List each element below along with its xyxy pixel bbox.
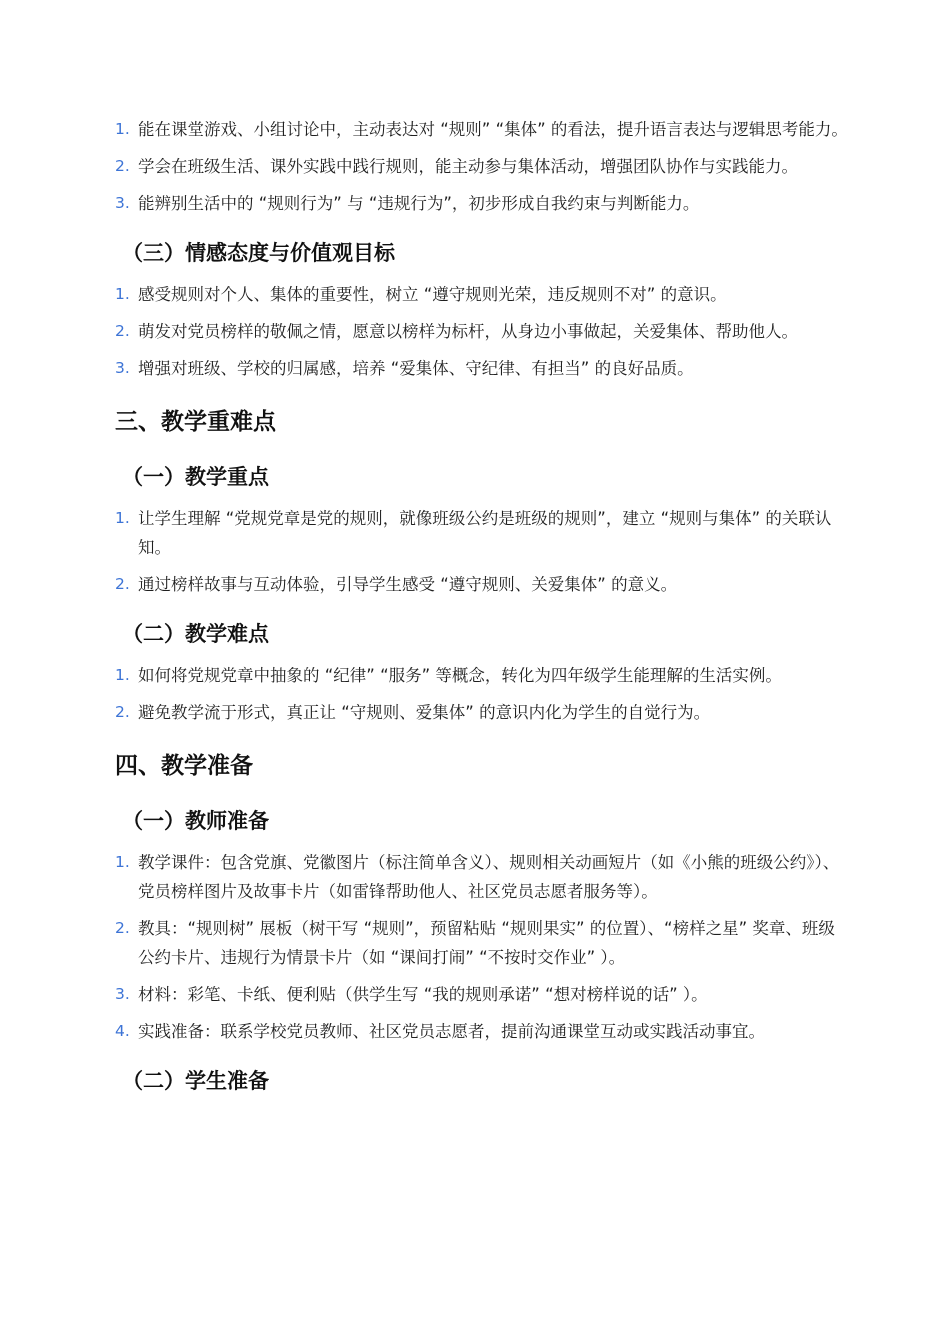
- list-number: 2.: [115, 157, 130, 175]
- list-text: 如何将党规党章中抽象的 “纪律” “服务” 等概念，转化为四年级学生能理解的生活实例。: [138, 666, 782, 685]
- teaching-difficulty-heading: （二）教学难点: [122, 622, 269, 646]
- list-item: [115, 354, 850, 383]
- list-number: 2.: [115, 919, 130, 937]
- list-text: 教学课件：包含党旗、党徽图片（标注简单含义）、规则相关动画短片（如《小熊的班级公约》）、党员榜样图片及故事卡片（如雷锋帮助他人、社区党员志愿者服务等）。: [138, 853, 840, 901]
- teaching-difficulty-list: [115, 661, 850, 727]
- list-item: [115, 152, 850, 181]
- teaching-focus-list: [115, 504, 850, 599]
- skills-objectives-list: [115, 115, 850, 218]
- preparation-heading: 四、教学准备: [115, 753, 253, 779]
- key-points-heading: 三、教学重难点: [115, 409, 276, 435]
- teacher-preparation-list: [115, 848, 850, 1046]
- list-number: 4.: [115, 1022, 130, 1040]
- teaching-focus-heading: （一）教学重点: [122, 465, 269, 489]
- list-item: [115, 698, 850, 727]
- list-number: 1.: [115, 666, 130, 684]
- list-text: 教具：“规则树” 展板（树干写 “规则”，预留粘贴 “规则果实” 的位置）、“榜样之星” 奖章、班级公约卡片、违规行为情景卡片（如 “课间打闹” “不按时交作业” ）。: [138, 919, 835, 967]
- list-number: 1.: [115, 120, 130, 138]
- list-number: 2.: [115, 575, 130, 593]
- list-number: 1.: [115, 853, 130, 871]
- list-item: [115, 570, 850, 599]
- list-number: 2.: [115, 703, 130, 721]
- emotion-objectives-heading: （三）情感态度与价值观目标: [122, 241, 395, 265]
- list-text: 避免教学流于形式，真正让 “守规则、爱集体” 的意识内化为学生的自觉行为。: [138, 703, 711, 722]
- list-item: [115, 189, 850, 218]
- list-text: 感受规则对个人、集体的重要性，树立 “遵守规则光荣，违反规则不对” 的意识。: [138, 285, 727, 304]
- list-item: [115, 1017, 850, 1046]
- list-text: 学会在班级生活、课外实践中践行规则，能主动参与集体活动，增强团队协作与实践能力。: [138, 157, 798, 176]
- list-item: [115, 980, 850, 1009]
- list-item: [115, 280, 850, 309]
- list-number: 1.: [115, 285, 130, 303]
- list-number: 3.: [115, 194, 130, 212]
- list-item: [115, 914, 850, 972]
- list-text: 萌发对党员榜样的敬佩之情，愿意以榜样为标杆，从身边小事做起，关爱集体、帮助他人。: [138, 322, 798, 341]
- list-number: 2.: [115, 322, 130, 340]
- list-text: 实践准备：联系学校党员教师、社区党员志愿者，提前沟通课堂互动或实践活动事宜。: [138, 1022, 765, 1041]
- list-item: [115, 504, 850, 562]
- list-item: [115, 848, 850, 906]
- list-item: [115, 317, 850, 346]
- list-text: 材料：彩笔、卡纸、便利贴（供学生写 “我的规则承诺” “想对榜样说的话” ）。: [138, 985, 708, 1004]
- list-text: 增强对班级、学校的归属感，培养 “爱集体、守纪律、有担当” 的良好品质。: [138, 359, 694, 378]
- emotion-objectives-list: [115, 280, 850, 383]
- list-number: 1.: [115, 509, 130, 527]
- list-text: 通过榜样故事与互动体验，引导学生感受 “遵守规则、关爱集体” 的意义。: [138, 575, 678, 594]
- teacher-preparation-heading: （一）教师准备: [122, 809, 269, 833]
- list-number: 3.: [115, 985, 130, 1003]
- list-item: [115, 661, 850, 690]
- student-preparation-heading: （二）学生准备: [122, 1069, 269, 1093]
- list-number: 3.: [115, 359, 130, 377]
- list-item: [115, 115, 850, 144]
- list-text: 能在课堂游戏、小组讨论中，主动表达对 “规则” “集体” 的看法，提升语言表达与逻辑思考能力。: [138, 120, 848, 139]
- list-text: 能辨别生活中的 “规则行为” 与 “违规行为”，初步形成自我约束与判断能力。: [138, 194, 700, 213]
- list-text: 让学生理解 “党规党章是党的规则，就像班级公约是班级的规则”，建立 “规则与集体” 的关联认知。: [138, 509, 832, 557]
